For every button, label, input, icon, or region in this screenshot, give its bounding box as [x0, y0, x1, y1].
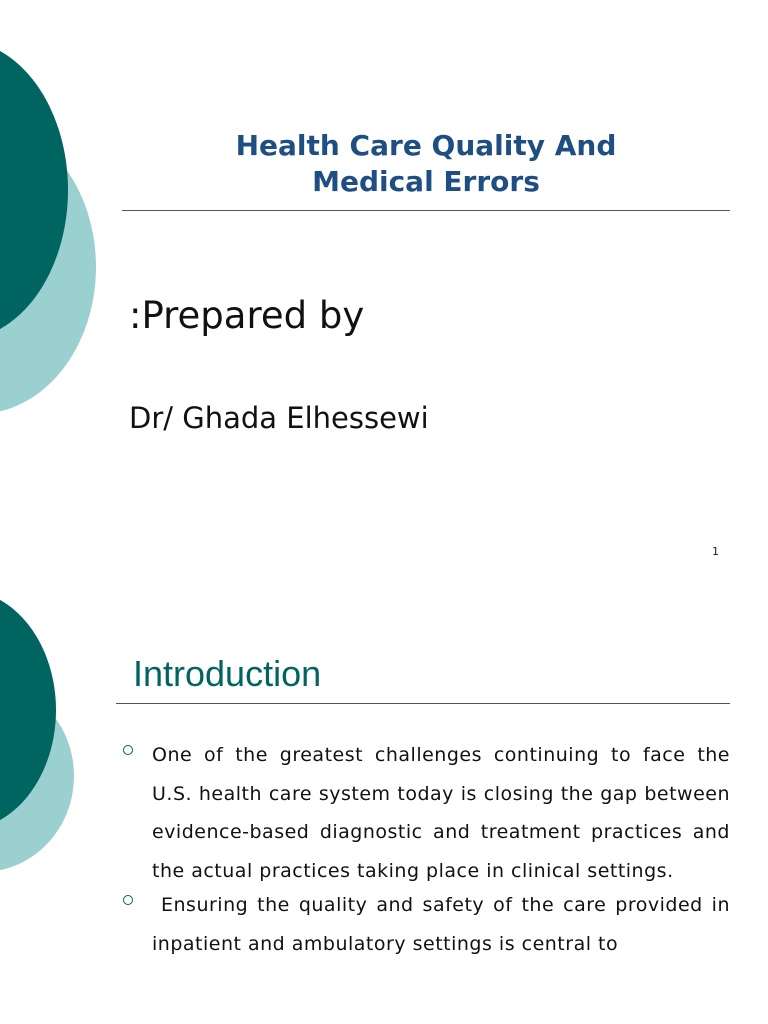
- title-divider: [122, 210, 730, 211]
- hollow-circle-icon: [123, 895, 133, 905]
- bullet-text: Ensuring the quality and safety of the care provided in inpatient and ambulatory settings is central to: [152, 894, 737, 955]
- prepared-by-label: :Prepared by: [129, 294, 365, 337]
- heading-divider: [116, 703, 730, 704]
- slide-title: [122, 128, 730, 200]
- section-heading: Introduction: [133, 653, 322, 694]
- hollow-circle-icon: [123, 745, 133, 755]
- bullet-item: [120, 886, 737, 963]
- slide-title-line-2: Medical Errors: [312, 165, 540, 198]
- bullet-list: [120, 743, 737, 966]
- author-name: Dr/ Ghada Elhessewi: [129, 401, 429, 435]
- bullet-text: One of the greatest challenges continuing to face the U.S. health care system today is closing the gap between evidence-based diagnostic and treatment practices and the actual practices taking place in clinical settings.: [152, 744, 730, 882]
- slide-title-line-1: Health Care Quality And: [235, 129, 617, 162]
- page-number: 1: [712, 545, 719, 558]
- slide-2: [0, 575, 768, 1024]
- bullet-item: [120, 736, 730, 890]
